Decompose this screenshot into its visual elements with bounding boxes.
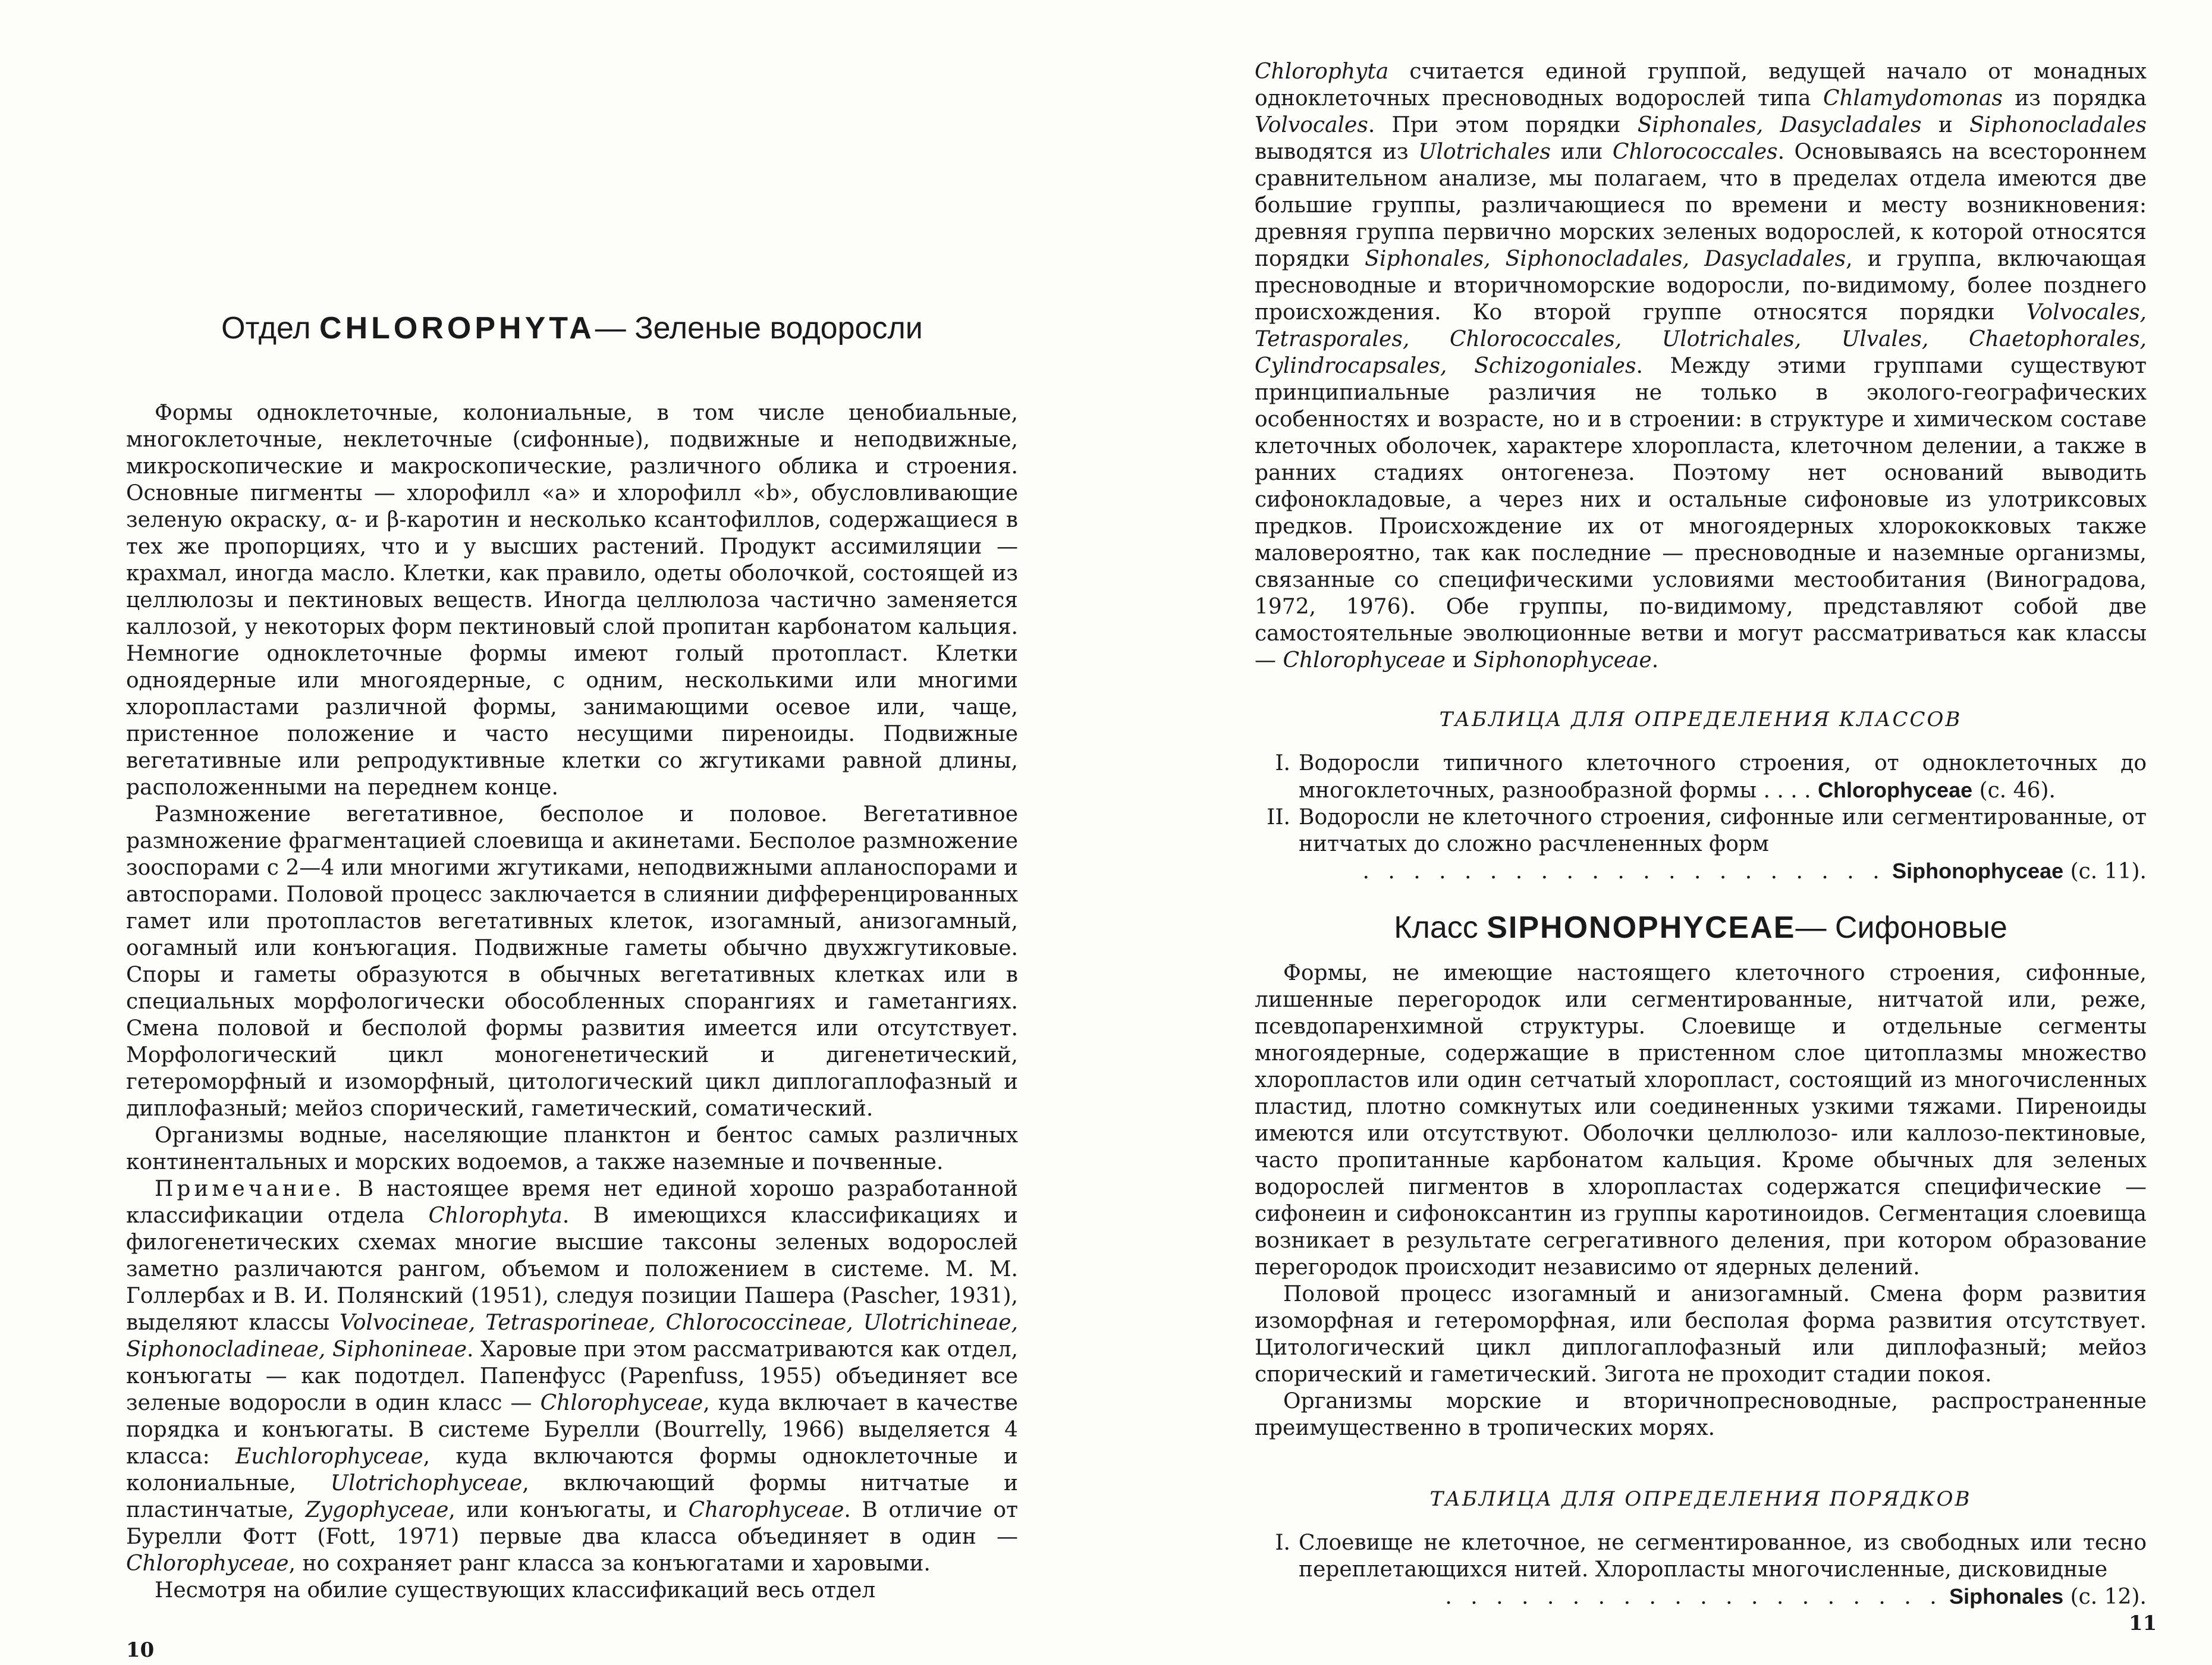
key-result: Chlorophyceae <box>1818 778 1973 802</box>
left-body <box>126 400 1018 1604</box>
page-number-right: 11 <box>2129 1611 2157 1635</box>
key-item: II. Водоросли не клеточного строения, сифонные или сегментированные, от нитчатых до сложно расчлененных форм . . . . . . . . . . . . . . . . . . . . . Siphonophyceae (с. 11). <box>1267 805 2147 884</box>
table-title-classes: ТАБЛИЦА ДЛЯ ОПРЕДЕЛЕНИЯ КЛАССОВ <box>1439 708 1962 731</box>
paragraph: Организмы морские и вторичнопресноводные, распространенные преимущественно в тропических морях. <box>1255 1389 2147 1440</box>
left-section-title <box>126 309 1018 347</box>
right-page <box>1106 0 2212 1665</box>
paragraph: Организмы водные, населяющие планктон и бентос самых различных континентальных и морских водоемов, а также наземные и почвенные. <box>126 1123 1018 1174</box>
paragraph: Размножение вегетативное, бесполое и половое. Вегетативное размножение фрагментацией слоевища и акинетами. Бесполое размножение зооспорами с 2—4 или многими жгутиками, неподвижными апланоспорами и автоспорами. Половой процесс заключается в слиянии дифференцированных гамет или протопластов вегетативных клеток, изогамный, анизогамный, оогамный или конъюгация. Подвижные гаметы обычно двухжгутиковые. Споры и гаметы образуются в обычных вегетативных клетках или в специальных морфологически обособленных спорангиях и гаметангиях. Смена половой и бесполой формы развития имеется или отсутствует. Морфологический цикл моногенетический и дигенетический, гетероморфный и изоморфный, цитологический цикл диплогаплофазный и диплофазный; мейоз спорический, гаметический, соматический. <box>126 802 1018 1121</box>
table-title-orders: ТАБЛИЦА ДЛЯ ОПРЕДЕЛЕНИЯ ПОРЯДКОВ <box>1429 1487 1972 1511</box>
key-result: Siphonophyceae <box>1892 859 2064 883</box>
right-body <box>1255 58 2147 1610</box>
key-item: I. Слоевище не клеточное, не сегментированное, из свободных или тесно переплетающихся нитей. Хлоропласты многочисленные, дисковидные . . . . . . . . . . . . . . . . . . . . Siphonales (с. 12). <box>1275 1531 2147 1609</box>
section-title-prefix: Отдел <box>221 311 311 345</box>
page-number-left: 10 <box>126 1638 155 1662</box>
section-title-suffix: — Зеленые водоросли <box>595 311 923 345</box>
intro-paragraph: Chlorophyta считается единой группой, ведущей начало от монадных одноклеточных пресноводных водорослей типа Chlamydomonas из порядка Volvocales. При этом порядки Siphonales, Dasycladales и Siphonocladales выводятся из Ulotrichales или Chlorococcales. Основываясь на всестороннем сравнительном анализе, мы полагаем, что в пределах отдела имеются две большие группы, различающиеся по времени и месту возникновения: древняя группа первично морских зеленых водорослей, к которой относятся порядки Siphonales, Siphonocladales, Dasycladales, и группа, включающая пресноводные и вторичноморские водоросли, по-видимому, более позднего происхождения. Ко второй группе относятся порядки Volvocales, Tetrasporales, Chlorococcales, Ulotrichales, Ulvales, Chaetophorales, Cylindrocapsales, Schizogoniales. Между этими группами существуют принципиальные различия не только в эколого-географических особенностях и возрасте, но и в строении: в структуре и химическом составе клеточных оболочек, характере хлоропласта, клеточном делении, а также в ранних стадиях онтогенеза. Поэтому нет оснований выводить сифонокладовые, а через них и остальные сифоновые из улотриксовых предков. Происхождение их от многоядерных хлорококковых также маловероятно, так как последние — пресноводные и наземные организмы, связанные со специфическими условиями местообитания (Виноградова, 1972, 1976). Обе группы, по-видимому, представляют собой две самостоятельные эволюционные ветви и могут рассматриваться как классы — Chlorophyceae и Siphonophyceae. <box>1255 59 2147 673</box>
note-paragraph: Примечание. В настоящее время нет единой хорошо разработанной классификации отдела Chlorophyta. В имеющихся классификациях и филогенетических схемах многие высшие таксоны зеленых водорослей заметно различаются рангом, объемом и положением в системе. М. М. Голлербах и В. И. Полянский (1951), следуя позиции Пашера (Pascher, 1931), выделяют классы Volvocineae, Tetrasporineae, Chlorococcineae, Ulotrichineae, Siphonocladineae, Siphonineae. Харовые при этом рассматриваются как отдел, конъюгаты — как подотдел. Папенфусс (Papenfuss, 1955) объединяет все зеленые водоросли в один класс — Chlorophyceae, куда включает в качестве порядка и конъюгаты. В системе Бурелли (Bourrelly, 1966) выделяется 4 класса: Euchlorophyceae, куда включаются формы одноклеточные и колониальные, Ulotrichophyceae, включающий формы нитчатые и пластинчатые, Zygophyceae, или конъюгаты, и Charophyceae. В отличие от Бурелли Фотт (Fott, 1971) первые два класса объединяет в один — Chlorophyceae, но сохраняет ранг класса за конъюгатами и харовыми. <box>126 1177 1019 1576</box>
class-title: Класс SIPHONOPHYCEAE— Сифоновые <box>1394 910 2007 945</box>
section-title-name: CHLOROPHYTA <box>319 311 595 345</box>
paragraph: Половой процесс изогамный и анизогамный. Смена форм развития изоморфная и гетероморфная, или бесполая форма развития отсутствует. Цитологический цикл диплогаплофазный или диплофазный; мейоз спорический и гаметический. Зигота не проходит стадии покоя. <box>1255 1282 2147 1387</box>
key-result: Siphonales <box>1949 1584 2064 1609</box>
paragraph: Формы одноклеточные, колониальные, в том числе ценобиальные, многоклеточные, неклеточные (сифонные), подвижные и неподвижные, микроскопические и макроскопические, различного облика и строения. Основные пигменты — хлорофилл «а» и хлорофилл «b», обусловливающие зеленую окраску, α- и β-каротин и несколько ксантофиллов, содержащиеся в тех же пропорциях, что и у высших растений. Продукт ассимиляции — крахмал, иногда масло. Клетки, как правило, одеты оболочкой, состоящей из целлюлозы и пектиновых веществ. Иногда целлюлоза частично заменяется каллозой, у некоторых форм пектиновый слой пропитан карбонатом кальция. Немногие одноклеточные формы имеют голый протопласт. Клетки одноядерные или многоядерные, с одним, несколькими или многими хлоропластами различной формы, занимающими осевое или, чаще, пристенное положение и часто несущими пиреноиды. Подвижные вегетативные или репродуктивные клетки со жгутиками равной длины, расположенными на переднем конце. <box>126 401 1018 800</box>
note-label: Примечание. <box>155 1177 345 1201</box>
key-item: I. Водоросли типичного клеточного строения, от одноклеточных до многоклеточных, разнообразной формы . . . . Chlorophyceae (с. 46). <box>1275 751 2147 803</box>
last-line: Несмотря на обилие существующих классификаций весь отдел <box>155 1578 876 1603</box>
paragraph: Формы, не имеющие настоящего клеточного строения, сифонные, лишенные перегородок или сегментированные, нитчатой или, реже, псевдопаренхимной структуры. Слоевище и отдельные сегменты многоядерные, содержащие в пристенном слое цитоплазмы множество хлоропластов или один сетчатый хлоропласт, состоящий из многочисленных пластид, плотно сомкнутых или соединенных узкими тяжами. Пиреноиды имеются или отсутствуют. Оболочки целлюлозо- или каллозо-пектиновые, часто пропитанные карбонатом кальция. Кроме обычных для зеленых водорослей пигментов в хлоропластах содержатся специфические — сифонеин и сифоноксантин из группы каротиноидов. Сегментация слоевища возникает в результате сегрегативного деления, при котором образование перегородок происходит независимо от ядерных делений. <box>1255 961 2147 1280</box>
